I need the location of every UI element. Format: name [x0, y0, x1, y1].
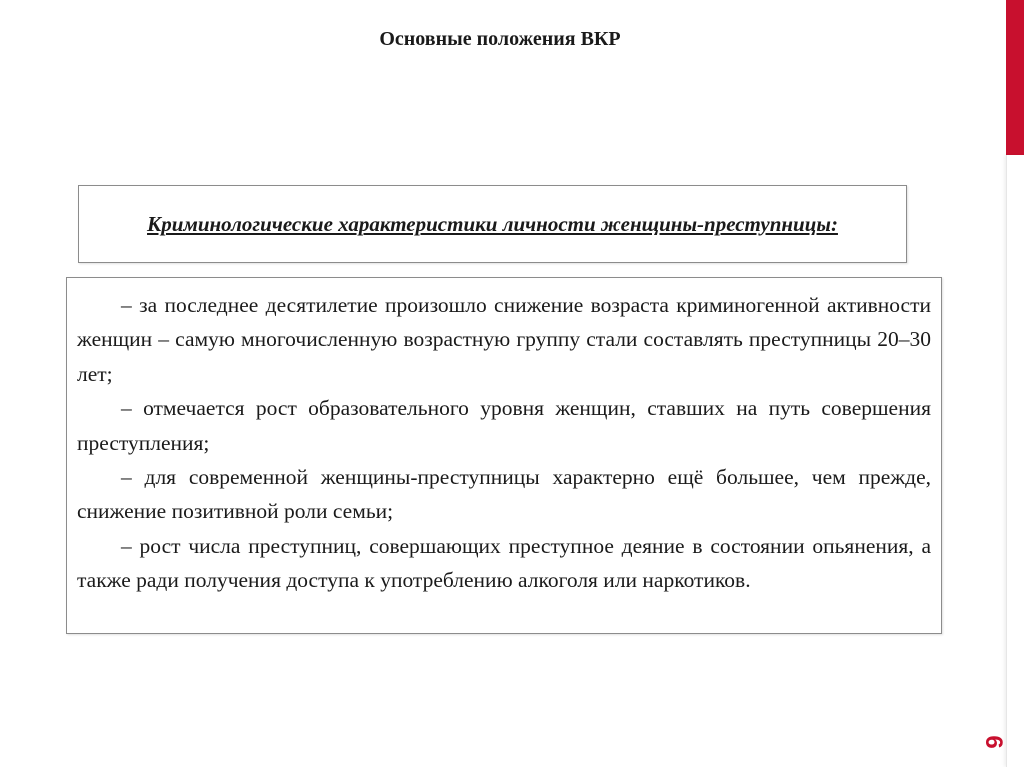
content-item: – для современной женщины-преступницы характерно ещё большее, чем прежде, снижение позитивной роли семьи; [77, 465, 931, 524]
slide-title: Основные положения ВКР [379, 28, 621, 50]
content-item: – отмечается рост образовательного уровня женщин, ставших на путь совершения преступления; [77, 396, 931, 455]
content-box [66, 277, 942, 634]
heading-box [78, 185, 907, 263]
content-item: – за последнее десятилетие произошло снижение возраста криминогенной активности женщин – самую многочисленную возрастную группу стали составлять преступницы 20–30 лет; [77, 293, 931, 386]
page-number: 6 [980, 735, 1007, 749]
heading-text: Криминологические характеристики личности женщины-преступницы: [147, 212, 838, 236]
accent-bar-side [1006, 155, 1024, 767]
content-item: – рост числа преступниц, совершающих преступное деяние в состоянии опьянения, а также ради получения доступа к употреблению алкоголя или наркотиков. [77, 533, 931, 593]
accent-bar-top [1006, 0, 1024, 155]
